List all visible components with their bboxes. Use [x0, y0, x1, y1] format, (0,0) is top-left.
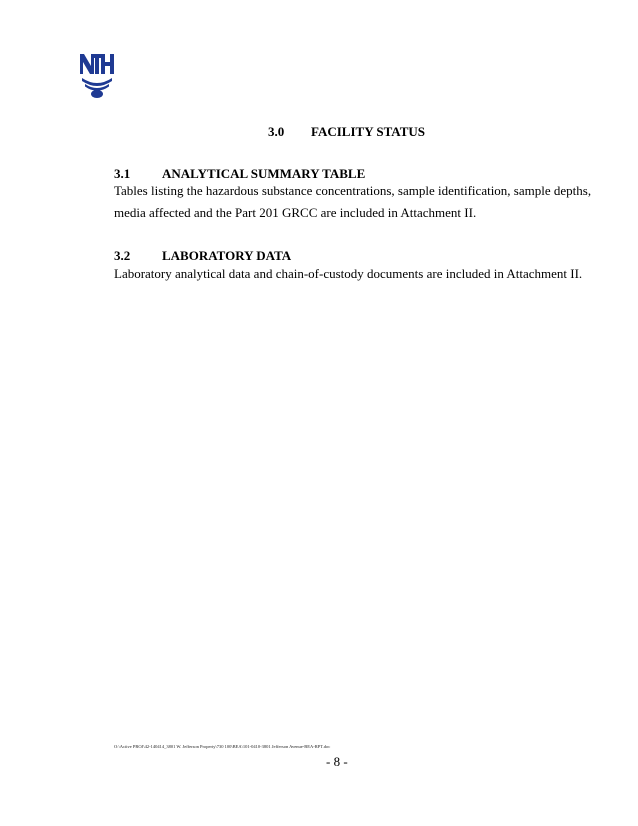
section-title: FACILITY STATUS [311, 124, 426, 139]
subsection-paragraph-3-1 [114, 180, 592, 224]
subsection-title: LABORATORY DATA [162, 248, 292, 263]
paragraph-line: media affected and the Part 201 GRCC are included in Attachment II. [114, 205, 477, 220]
subsection-number: 3.1 [114, 166, 131, 181]
paragraph-line: Tables listing the hazardous substance concentrations, sample identification, sample depths, [114, 183, 592, 198]
company-logo [79, 52, 115, 102]
subsection-paragraph-3-2 [114, 263, 583, 285]
page-number: - 8 - [326, 754, 348, 769]
paragraph-line: Laboratory analytical data and chain-of-custody documents are included in Attachment II. [114, 266, 583, 281]
section-number: 3.0 [268, 124, 285, 139]
subsection-number: 3.2 [114, 248, 131, 263]
footer-file-path: O:\Active PROJ\42-140414_3801 W. Jefferson Property\730 100\BEA\101-0410-3801 Jefferson Avenue-BEA-RPT.doc [114, 744, 331, 749]
subsection-title: ANALYTICAL SUMMARY TABLE [162, 166, 366, 181]
